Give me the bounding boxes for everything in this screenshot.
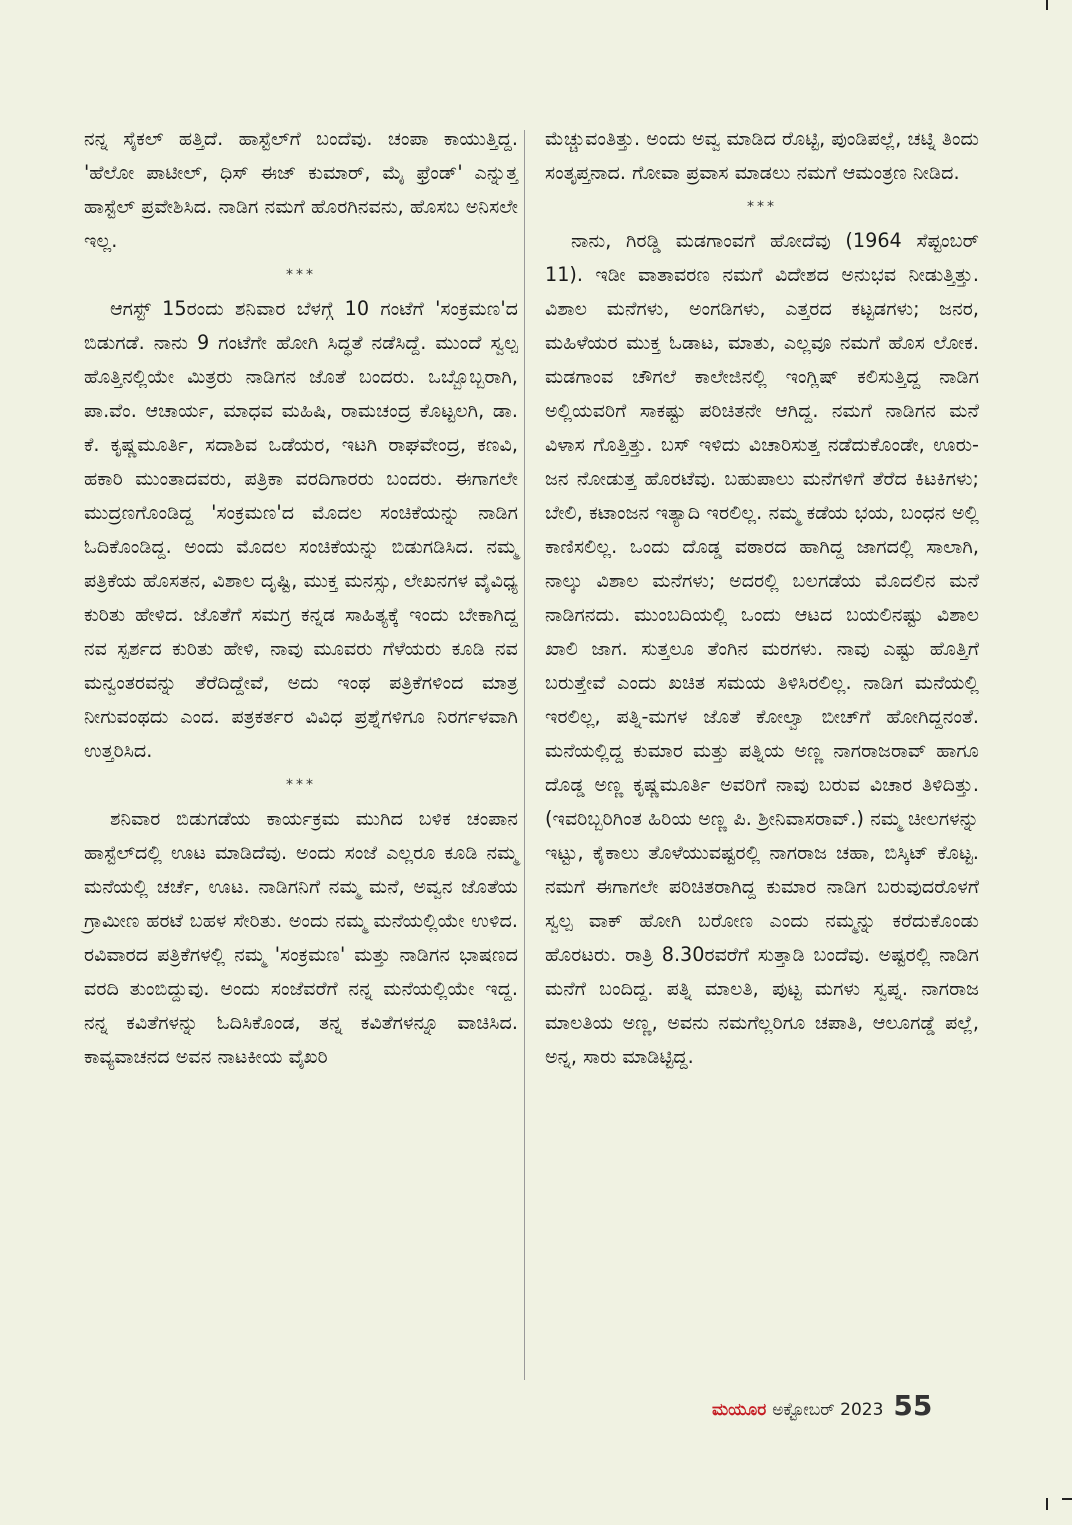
right-column (545, 122, 979, 1074)
right-paragraph-2: ನಾನು, ಗಿರಡ್ಡಿ ಮಡಗಾಂವಗೆ ಹೋದೆವು (1964 ಸೆಪ್ಟಂಬರ್ 11). ಇಡೀ ವಾತಾವರಣ ನಮಗೆ ವಿದೇಶದ ಅನುಭವ ನೀಡುತ್ತಿತ್ತು. ವಿಶಾಲ ಮನೆಗಳು, ಅಂಗಡಿಗಳು, ಎತ್ತರದ ಕಟ್ಟಡಗಳು; ಜನರ, ಮಹಿಳೆಯರ ಮುಕ್ತ ಓಡಾಟ, ಮಾತು, ಎಲ್ಲವೂ ನಮಗೆ ಹೊಸ ಲೋಕ. ಮಡಗಾಂವ ಚೌಗಲೆ ಕಾಲೇಜಿನಲ್ಲಿ ಇಂಗ್ಲಿಷ್ ಕಲಿಸುತ್ತಿದ್ದ ನಾಡಿಗ ಅಲ್ಲಿಯವರಿಗೆ ಸಾಕಷ್ಟು ಪರಿಚಿತನೇ ಆಗಿದ್ದ. ನಮಗೆ ನಾಡಿಗನ ಮನೆ ವಿಳಾಸ ಗೊತ್ತಿತ್ತು. ಬಸ್ ಇಳಿದು ವಿಚಾರಿಸುತ್ತ ನಡೆದುಕೊಂಡೇ, ಊರು-ಜನ ನೋಡುತ್ತ ಹೊರಟೆವು. ಬಹುಪಾಲು ಮನೆಗಳಿಗೆ ತೆರೆದ ಕಿಟಕಿಗಳು; ಬೇಲಿ, ಕಟಾಂಜನ ಇತ್ಯಾದಿ ಇರಲಿಲ್ಲ. ನಮ್ಮ ಕಡೆಯ ಭಯ, ಬಂಧನ ಅಲ್ಲಿ ಕಾಣಿಸಲಿಲ್ಲ. ಒಂದು ದೊಡ್ಡ ವಠಾರದ ಹಾಗಿದ್ದ ಜಾಗದಲ್ಲಿ ಸಾಲಾಗಿ, ನಾಲ್ಕು ವಿಶಾಲ ಮನೆಗಳು; ಅದರಲ್ಲಿ ಬಲಗಡೆಯ ಮೊದಲಿನ ಮನೆ ನಾಡಿಗನದು. ಮುಂಬದಿಯಲ್ಲಿ ಒಂದು ಆಟದ ಬಯಲಿನಷ್ಟು ವಿಶಾಲ ಖಾಲಿ ಜಾಗ. ಸುತ್ತಲೂ ತೆಂಗಿನ ಮರಗಳು. ನಾವು ಎಷ್ಟು ಹೊತ್ತಿಗೆ ಬರುತ್ತೇವೆ ಎಂದು ಖಚಿತ ಸಮಯ ತಿಳಿಸಿರಲಿಲ್ಲ. ನಾಡಿಗ ಮನೆಯಲ್ಲಿ ಇರಲಿಲ್ಲ, ಪತ್ನಿ-ಮಗಳ ಜೊತೆ ಕೋಲ್ವಾ ಬೀಚ್‌ಗೆ ಹೋಗಿದ್ದನಂತೆ. ಮನೆಯಲ್ಲಿದ್ದ ಕುಮಾರ ಮತ್ತು ಪತ್ನಿಯ ಅಣ್ಣ ನಾಗರಾಜರಾವ್ ಹಾಗೂ ದೊಡ್ಡ ಅಣ್ಣ ಕೃಷ್ಣಮೂರ್ತಿ ಅವರಿಗೆ ನಾವು ಬರುವ ವಿಚಾರ ತಿಳಿದಿತ್ತು. (ಇವರಿಬ್ಬರಿಗಿಂತ ಹಿರಿಯ ಅಣ್ಣ ಪಿ. ಶ್ರೀನಿವಾಸರಾವ್.) ನಮ್ಮ ಚೀಲಗಳನ್ನು ಇಟ್ಟು, ಕೈಕಾಲು ತೊಳೆಯುವಷ್ಟರಲ್ಲಿ ನಾಗರಾಜ ಚಹಾ, ಬಿಸ್ಕಿಟ್ ಕೊಟ್ಟ. ನಮಗೆ ಈಗಾಗಲೇ ಪರಿಚಿತರಾಗಿದ್ದ ಕುಮಾರ ನಾಡಿಗ ಬರುವುದರೊಳಗೆ ಸ್ವಲ್ಪ ವಾಕ್ ಹೋಗಿ ಬರೋಣ ಎಂದು ನಮ್ಮನ್ನು ಕರೆದುಕೊಂಡು ಹೊರಟರು. ರಾತ್ರಿ 8.30ರವರೆಗೆ ಸುತ್ತಾಡಿ ಬಂದೆವು. ಅಷ್ಟರಲ್ಲಿ ನಾಡಿಗ ಮನೆಗೆ ಬಂದಿದ್ದ. ಪತ್ನಿ ಮಾಲತಿ, ಪುಟ್ಟ ಮಗಳು ಸ್ವಪ್ನ. ನಾಗರಾಜ ಮಾಲತಿಯ ಅಣ್ಣ, ಅವನು ನಮಗೆಲ್ಲರಿಗೂ ಚಪಾತಿ, ಆಲೂಗಡ್ಡೆ ಪಲ್ಲೆ, ಅನ್ನ, ಸಾರು ಮಾಡಿಟ್ಟಿದ್ದ. (545, 229, 979, 1068)
crop-mark-right (1062, 1498, 1072, 1500)
column-divider (524, 130, 525, 1380)
right-paragraph-1: ಮೆಚ್ಚುವಂತಿತ್ತು. ಅಂದು ಅವ್ವ ಮಾಡಿದ ರೊಟ್ಟಿ, ಪುಂಡಿಪಲ್ಲೆ, ಚಟ್ನಿ ತಿಂದು ಸಂತೃಪ್ತನಾದ. ಗೋವಾ ಪ್ರವಾಸ ಮಾಡಲು ನಮಗೆ ಆಮಂತ್ರಣ ನೀಡಿದ. (545, 127, 979, 184)
left-paragraph-2: ಆಗಸ್ಟ್ 15ರಂದು ಶನಿವಾರ ಬೆಳಗ್ಗೆ 10 ಗಂಟೆಗೆ 'ಸಂಕ್ರಮಣ'ದ ಬಿಡುಗಡೆ. ನಾನು 9 ಗಂಟೆಗೇ ಹೋಗಿ ಸಿದ್ಧತೆ ನಡೆಸಿದ್ದೆ. ಮುಂದೆ ಸ್ವಲ್ಪ ಹೊತ್ತಿನಲ್ಲಿಯೇ ಮಿತ್ರರು ನಾಡಿಗನ ಜೊತೆ ಬಂದರು. ಒಬ್ಬೊಬ್ಬರಾಗಿ, ಪಾ.ವೆಂ. ಆಚಾರ್ಯ, ಮಾಧವ ಮಹಿಷಿ, ರಾಮಚಂದ್ರ ಕೊಟ್ಟಲಗಿ, ಡಾ. ಕೆ. ಕೃಷ್ಣಮೂರ್ತಿ, ಸದಾಶಿವ ಒಡೆಯರ, ಇಟಗಿ ರಾಘವೇಂದ್ರ, ಕಣವಿ, ಹಕಾರಿ ಮುಂತಾದವರು, ಪತ್ರಿಕಾ ವರದಿಗಾರರು ಬಂದರು. ಈಗಾಗಲೇ ಮುದ್ರಣಗೊಂಡಿದ್ದ 'ಸಂಕ್ರಮಣ'ದ ಮೊದಲ ಸಂಚಿಕೆಯನ್ನು ನಾಡಿಗ ಓದಿಕೊಂಡಿದ್ದ. ಅಂದು ಮೊದಲ ಸಂಚಿಕೆಯನ್ನು ಬಿಡುಗಡಿಸಿದ. ನಮ್ಮ ಪತ್ರಿಕೆಯ ಹೊಸತನ, ವಿಶಾಲ ದೃಷ್ಟಿ, ಮುಕ್ತ ಮನಸ್ಸು, ಲೇಖನಗಳ ವೈವಿಧ್ಯ ಕುರಿತು ಹೇಳಿದ. ಜೊತೆಗೆ ಸಮಗ್ರ ಕನ್ನಡ ಸಾಹಿತ್ಯಕ್ಕೆ ಇಂದು ಬೇಕಾಗಿದ್ದ ನವ ಸ್ಪರ್ಶದ ಕುರಿತು ಹೇಳಿ, ನಾವು ಮೂವರು ಗೆಳೆಯರು ಕೂಡಿ ನವ ಮನ್ವಂತರವನ್ನು ತೆರೆದಿದ್ದೇವೆ, ಅದು ಇಂಥ ಪತ್ರಿಕೆಗಳಿಂದ ಮಾತ್ರ ನೀಗುವಂಥದು ಎಂದ. ಪತ್ರಕರ್ತರ ವಿವಿಧ ಪ್ರಶ್ನೆಗಳಿಗೂ ನಿರರ್ಗಳವಾಗಿ ಉತ್ತರಿಸಿದ. (84, 297, 518, 762)
crop-mark-top-right (1046, 0, 1048, 10)
magazine-brand: ಮಯೂರ (712, 1400, 767, 1420)
page-footer (712, 1389, 932, 1422)
left-paragraph-1: ನನ್ನ ಸೈಕಲ್ ಹತ್ತಿದೆ. ಹಾಸ್ಟೆಲ್‌ಗೆ ಬಂದೆವು. ಚಂಪಾ ಕಾಯುತ್ತಿದ್ದ. 'ಹೆಲೋ ಪಾಟೀಲ್, ಧಿಸ್ ಈಜ್ ಕುಮಾರ್, ಮೈ ಫ್ರೆಂಡ್' ಎನ್ನುತ್ತ ಹಾಸ್ಟೆಲ್ ಪ್ರವೇಶಿಸಿದ. ನಾಡಿಗ ನಮಗೆ ಹೊರಗಿನವನು, ಹೊಸಬ ಅನಿಸಲೇ ಇಲ್ಲ. (84, 127, 518, 252)
left-paragraph-3: ಶನಿವಾರ ಬಿಡುಗಡೆಯ ಕಾರ್ಯಕ್ರಮ ಮುಗಿದ ಬಳಿಕ ಚಂಪಾನ ಹಾಸ್ಟೆಲ್‌ದಲ್ಲಿ ಊಟ ಮಾಡಿದೆವು. ಅಂದು ಸಂಜೆ ಎಲ್ಲರೂ ಕೂಡಿ ನಮ್ಮ ಮನೆಯಲ್ಲಿ ಚರ್ಚೆ, ಊಟ. ನಾಡಿಗನಿಗೆ ನಮ್ಮ ಮನೆ, ಅವ್ವನ ಜೊತೆಯ ಗ್ರಾಮೀಣ ಹರಟೆ ಬಹಳ ಸೇರಿತು. ಅಂದು ನಮ್ಮ ಮನೆಯಲ್ಲಿಯೇ ಉಳಿದ. ರವಿವಾರದ ಪತ್ರಿಕೆಗಳಲ್ಲಿ ನಮ್ಮ 'ಸಂಕ್ರಮಣ' ಮತ್ತು ನಾಡಿಗನ ಭಾಷಣದ ವರದಿ ತುಂಬಿದ್ದುವು. ಅಂದು ಸಂಜೆವರೆಗೆ ನನ್ನ ಮನೆಯಲ್ಲಿಯೇ ಇದ್ದ. ನನ್ನ ಕವಿತೆಗಳನ್ನು ಓದಿಸಿಕೊಂಡ, ತನ್ನ ಕವಿತೆಗಳನ್ನೂ ವಾಚಿಸಿದ. ಕಾವ್ಯವಾಚನದ ಅವನ ನಾಟಕೀಯ ವೈಖರಿ (84, 807, 518, 1068)
left-column (84, 122, 518, 1074)
section-separator: *** (747, 199, 777, 215)
crop-mark-bottom-right (1046, 1498, 1048, 1510)
page-number: 55 (893, 1389, 933, 1422)
section-separator: *** (286, 777, 316, 793)
issue-date: ಅಕ್ಟೋಬರ್ 2023 (772, 1400, 884, 1420)
section-separator: *** (286, 267, 316, 283)
